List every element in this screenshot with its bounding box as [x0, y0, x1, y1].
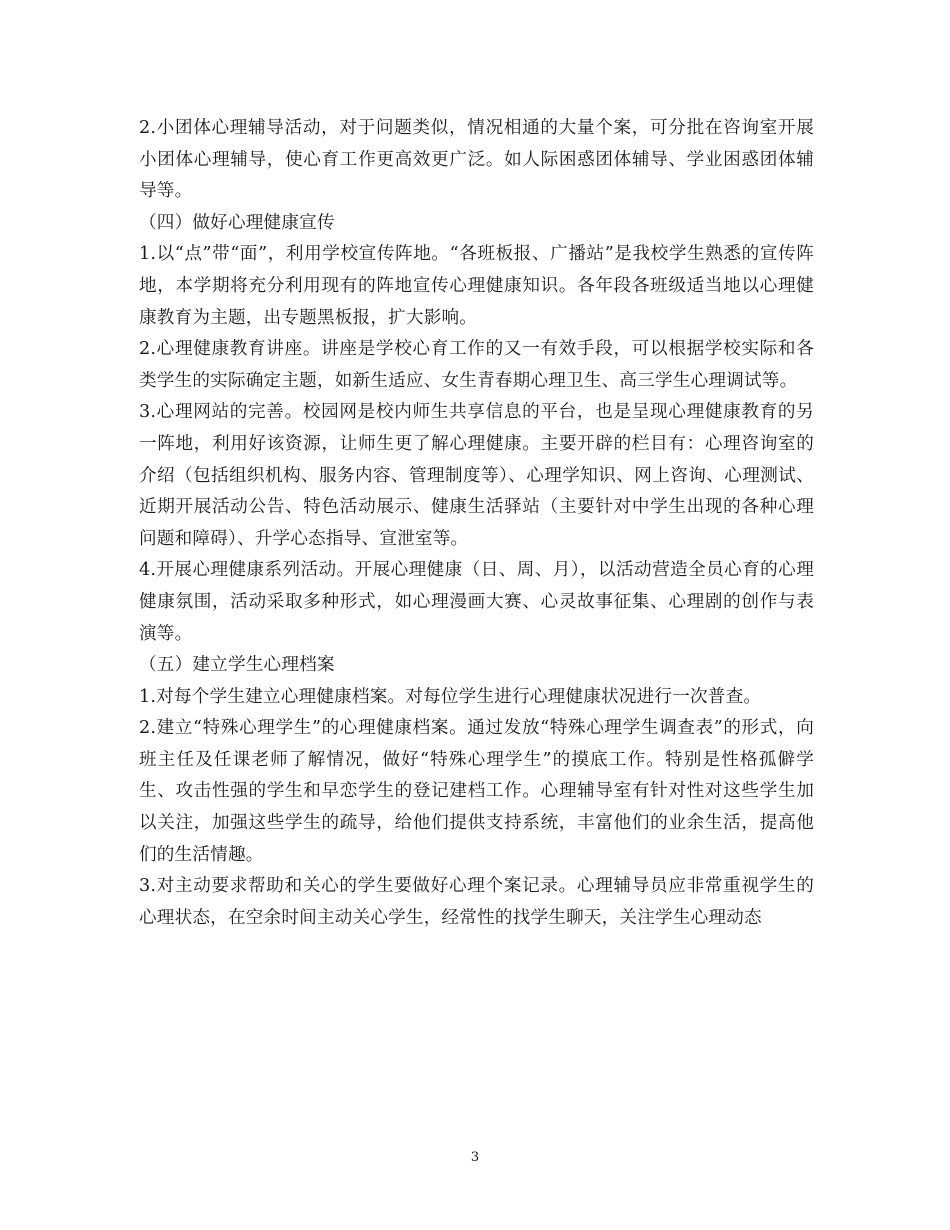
paragraph-case-records: 3.对主动要求帮助和关心的学生要做好心理个案记录。心理辅导员应非常重视学生的心理状态，在空余时间主动关心学生，经常性的找学生聊天，关注学生心理动态: [139, 876, 814, 928]
document-body: [139, 113, 814, 934]
section-heading-mental-health-publicity: （四）做好心理健康宣传: [139, 212, 335, 233]
section-heading-student-archives: （五）建立学生心理档案: [139, 655, 335, 676]
paragraph-health-archive: 1.对每个学生建立心理健康档案。对每位学生进行心理健康状况进行一次普查。: [139, 686, 762, 707]
page-number: 3: [470, 1150, 480, 1165]
paragraph-lectures: 2.心理健康教育讲座。讲座是学校心育工作的又一有效手段，可以根据学校实际和各类学生的实际确定主题，如新生适应、女生青春期心理卫生、高三学生心理调试等。: [139, 339, 814, 391]
paragraph-small-group-counseling: 2.小团体心理辅导活动，对于问题类似，情况相通的大量个案，可分批在咨询室开展小团体心理辅导，使心育工作更高效更广泛。如人际困惑团体辅导、学业困惑团体辅导等。: [139, 118, 814, 202]
paragraph-activity-series: 4.开展心理健康系列活动。开展心理健康（日、周、月），以活动营造全员心育的心理健康氛围，活动采取多种形式，如心理漫画大赛、心灵故事征集、心理剧的创作与表演等。: [139, 560, 814, 644]
paragraph-special-students: 2.建立“特殊心理学生”的心理健康档案。通过发放“特殊心理学生调查表”的形式，向班主任及任课老师了解情况，做好“特殊心理学生”的摸底工作。特别是性格孤僻学生、攻击性强的学生和早恋学生的登记建档工作。心理辅导室有针对性对这些学生加以关注，加强这些学生的疏导，给他们提供支持系统，丰富他们的业余生活，提高他们的生活情趣。: [139, 718, 814, 865]
paragraph-website: 3.心理网站的完善。校园网是校内师生共享信息的平台，也是呈现心理健康教育的另一阵地，利用好该资源，让师生更了解心理健康。主要开辟的栏目有：心理咨询室的介绍（包括组织机构、服务内容、管理制度等）、心理学知识、网上咨询、心理测试、近期开展活动公告、特色活动展示、健康生活驿站（主要针对中学生出现的各种心理问题和障碍）、升学心态指导、宣泄室等。: [139, 402, 814, 549]
paragraph-school-publicity: 1.以“点”带“面”，利用学校宣传阵地。“各班板报、广播站”是我校学生熟悉的宣传阵地，本学期将充分利用现有的阵地宣传心理健康知识。各年段各班级适当地以心理健康教育为主题，出专题黑板报，扩大影响。: [139, 244, 814, 328]
